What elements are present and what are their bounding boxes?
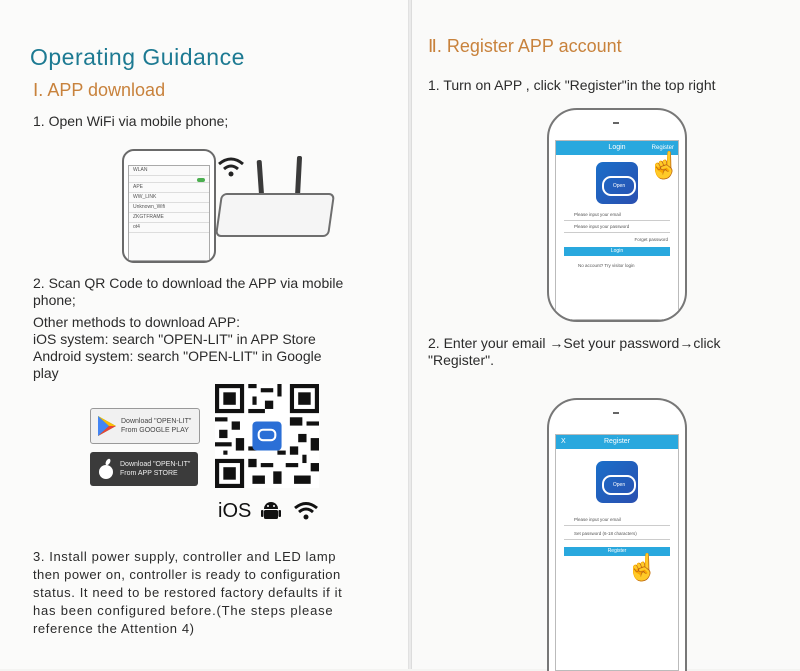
register-step-1: 1. Turn on APP , click "Register"in the top right [428,77,716,93]
qr-code[interactable] [215,384,319,488]
google-play-label: Download "OPEN-LIT" From GOOGLE PLAY [121,418,192,434]
email-input[interactable]: Please input your email [564,210,670,221]
app-logo [596,461,638,503]
login-title: Login [608,144,626,151]
app-store-badge[interactable] [90,452,198,486]
google-play-icon [97,415,117,437]
wifi-row: WLAN [129,166,209,176]
wifi-row: ot4 [129,223,209,233]
router-illustration [215,193,335,237]
step-3-line-1: 3. Install power supply, controller and LED lamp [33,549,337,564]
cloud-logo-icon: Open [602,475,636,495]
password-input[interactable]: Please input your password [564,222,670,233]
section-register-account: Ⅱ. Register APP account [428,36,622,56]
step-2-line-1: 2. Scan QR Code to download the APP via mobile [33,275,344,291]
register-link[interactable]: Register [651,145,674,151]
tap-hand-icon-2: ☝ [626,552,659,582]
register-email-input[interactable]: Please input your email [564,515,670,526]
phone-wifi-screen [128,165,210,261]
wifi-toggle [197,178,205,182]
section-app-download: Ⅰ. APP download [33,80,166,100]
wifi-row: ZKGTFRAME [129,213,209,223]
android-icon [260,500,282,522]
wifi-row: APE [129,183,209,193]
app-store-label: Download "OPEN-LIT" From APP STORE [120,461,191,477]
step-3-line-5: reference the Attention 4) [33,621,195,636]
tap-hand-icon: ☝ [648,150,681,180]
phone-login-illustration [547,108,687,322]
ios-label: iOS [218,500,252,522]
register-step-2-line-1: 2. Enter your email →Set your password→click [428,335,721,351]
other-methods: Other methods to download APP: [33,314,241,330]
wifi-toggle-row [129,176,209,183]
register-header-bar [556,435,678,449]
phone-register-illustration [547,398,687,671]
phone-wifi-illustration [122,149,216,263]
step-3-line-2: then power on, controller is ready to configuration [33,567,341,582]
register-title: Register [603,438,631,445]
register-step-2-line-2: "Register". [428,352,494,368]
wifi-row: WW_LINK [129,193,209,203]
wifi-small-icon [293,500,319,522]
phone-speaker [613,412,619,414]
register-password-input[interactable]: Set password (6-18 characters) [564,529,670,540]
step-3-line-4: has been configured before.(The steps please [33,603,334,618]
wifi-icon [216,155,246,179]
wifi-row: Unknown_Wifi [129,203,209,213]
google-play-badge[interactable] [90,408,200,444]
forgot-password-link[interactable]: Forget password [634,237,668,242]
register-button[interactable]: Register [564,547,670,556]
close-icon[interactable]: X [561,438,566,445]
no-account-link[interactable]: No account? Try visitor login [578,263,635,268]
phone-speaker [613,122,619,124]
register-screen [555,434,679,671]
page-title: Operating Guidance [30,44,245,70]
login-button[interactable]: Login [564,247,670,256]
apple-icon [97,458,115,480]
app-logo [596,162,638,204]
step-2-line-2: phone; [33,292,76,308]
ios-method: iOS system: search "OPEN-LIT" in APP Store [33,331,316,347]
android-method-line-2: play [33,365,59,381]
step-1-text: 1. Open WiFi via mobile phone; [33,113,229,129]
cloud-logo-icon: Open [602,176,636,196]
android-method-line-1: Android system: search "OPEN-LIT" in Google [33,348,322,364]
step-3-line-3: status. It need to be restored factory defaults if it [33,585,343,600]
